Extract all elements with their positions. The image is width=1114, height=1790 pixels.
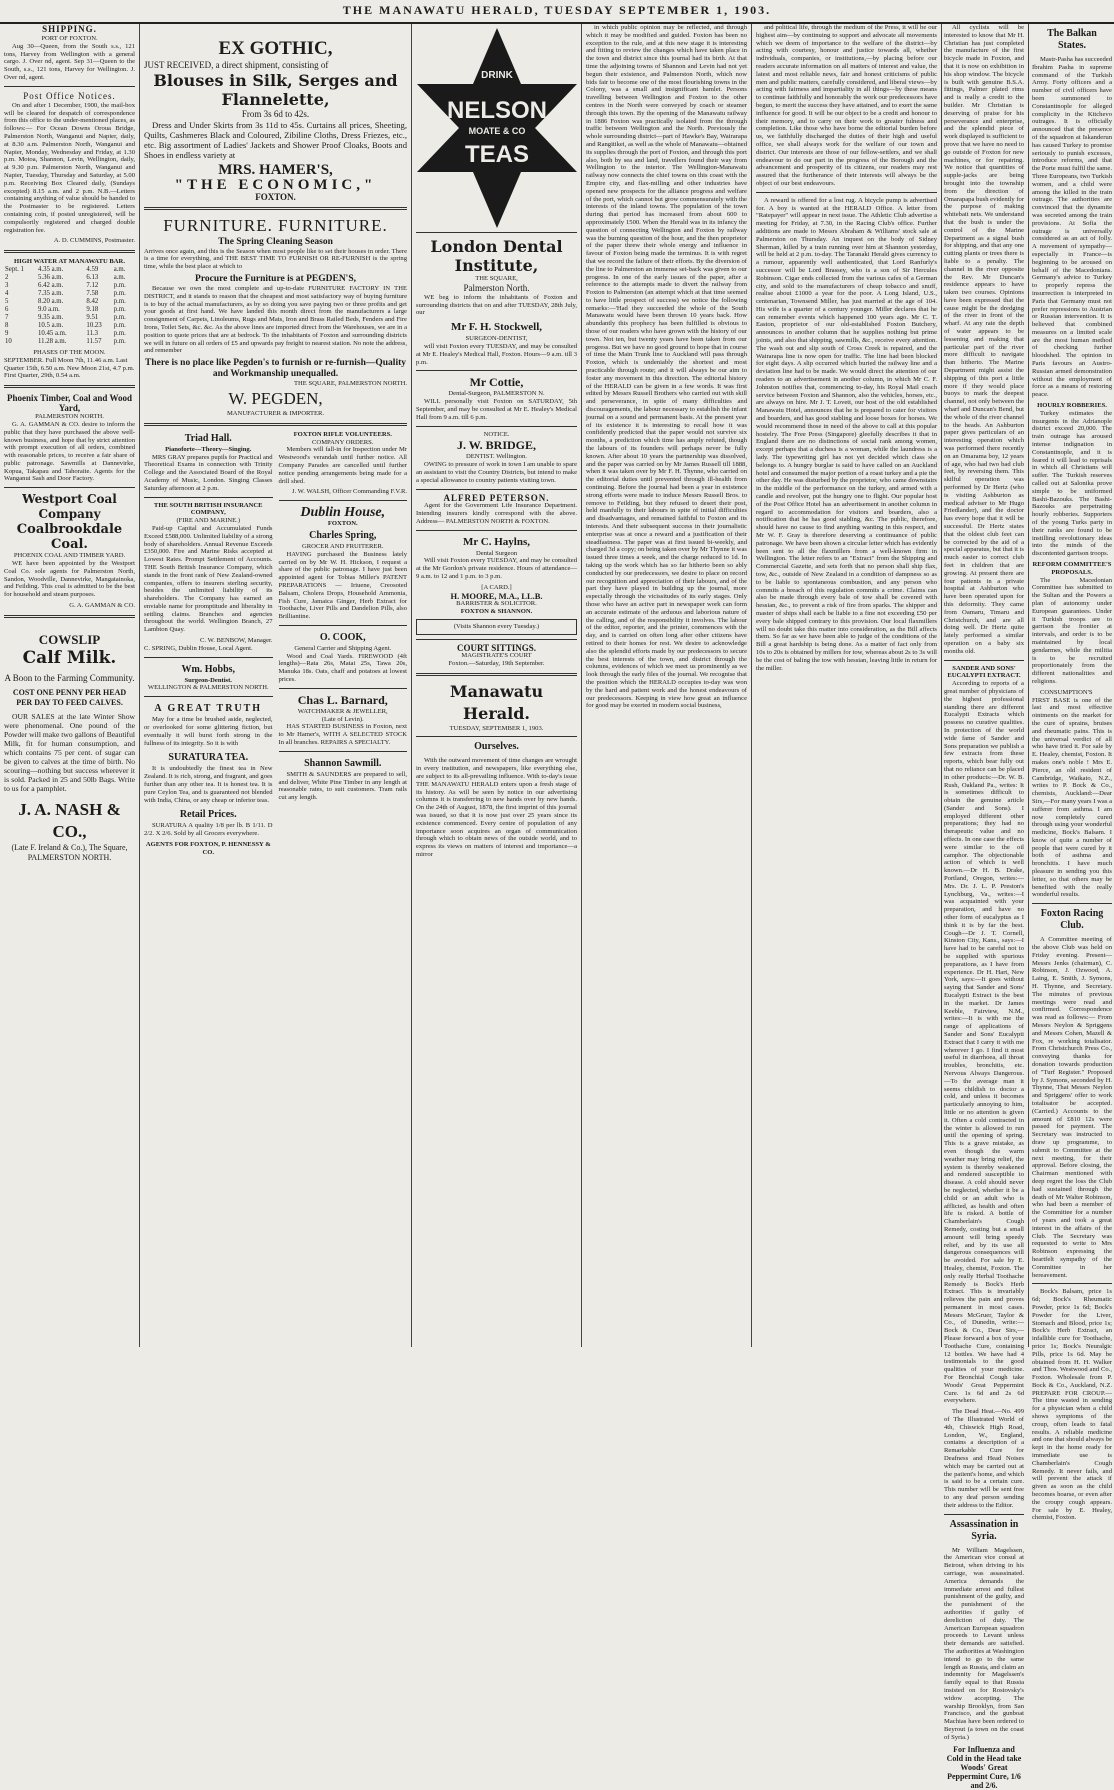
- divider: [4, 487, 135, 488]
- dental-dentist-name: Mr F. H. Stockwell,: [450, 321, 543, 334]
- tide-cell: p.m.: [113, 321, 126, 329]
- divider: [4, 86, 135, 87]
- tide-row: [4, 290, 135, 298]
- hobbs-location: WELLINGTON & PALMERSTON NORTH.: [147, 684, 269, 692]
- shipping-text: Aug 30—Queen, from the South s.s., 121 tons, Harvey from Wellington with a general cargo. J. Over nd, agent. Sep 31—Queen to the South, s.s., 121 tons, Harvey for Wellington. J. Over nd, agent.: [4, 42, 135, 81]
- divider: [144, 423, 407, 426]
- card-label: [A CARD.]: [481, 583, 512, 591]
- tide-cell: 11.57: [86, 337, 102, 345]
- dublin-town: FOXTON.: [327, 520, 358, 528]
- divider: [144, 696, 273, 697]
- court-text: Foxton.—Saturday, 19th September.: [448, 659, 545, 667]
- sanders-title: SANDER AND SONS' EUCALYPTI EXTRACT.: [947, 664, 1021, 680]
- tide-cell: 7.35 a.m.: [37, 289, 64, 297]
- divider: [279, 688, 408, 689]
- bridge-role: DENTIST. Wellington.: [466, 453, 527, 461]
- tide-cell: 6.13: [86, 273, 99, 281]
- cowslip-subtitle: A Boon to the Farming Community.: [4, 672, 135, 683]
- coal-text: WE have been appointed by the Westport Coal Co. sole agents for Palmerston North, Sandon, Woodville, Dannevirke, Mangatainoka, and Feilding. This coal is admitted to be the best for household and steam purposes.: [4, 560, 135, 599]
- tide-cell: 5: [5, 297, 9, 305]
- tide-row: [4, 338, 135, 346]
- tea-maker-text: MOATE & CO: [468, 126, 525, 136]
- haylns-text: Will visit Foxton every TUESDAY, and may be consulted at the Mr Gordon's private residence. Hours of attendance—9 a.m. to 12 and 1 p.m. to 3 p.m.: [416, 557, 577, 580]
- misc-text: CONSUMPTION'S FIRST BASE is one of the last and most effective ointments on the market for the cure of sprains, bruises and rheumatic pains. This is the universal verdict of all who have tried it. For sale by E. Healey, chemist, Foxton. It makes one's noble ! Mrs E. Pierce, an old resident of Cambridge, Waikato, N.Z., writes to P. Bock & Co., chemists, Auckland:—Dear Sirs,—For many years I was a sufferer from asthma. I am now completely cured through using your wonderful medicine, Bock's Balsam. I know of quite a number of people that were cured by it both of asthma and bronchitis. I have much pleasure in sending you this letter, so that others may be benefited with the really wonderful results.: [1032, 688, 1112, 899]
- tide-cell: 8.20 a.m.: [37, 297, 64, 305]
- column-5: [752, 24, 942, 1347]
- court-subtitle: MAGISTRATE'S COURT: [461, 652, 532, 660]
- balkan-text: Mastr-Pasha has succeeded Ibrahim Pasha in supreme command of the Turkish Army. Forty officers and a number of civil officers have been summoned to Constantinople for alleged complicity in the Kitchevo outrages. It is officially announced that the presence of the squadron at Iskanderun has caused Turkey to promise seriously to punish excesses, introduce reforms, and that the Porte must fulfil the same. Three Europeans, two Turkish women, and a child were among the killed in the train outrage. The authorities are convinced that the dynamite was secreted among the train provisions. At Sofia the outrage is universally considered as an act of folly. A movement of sympathy—especially in France—is beginning to be aroused on behalf of the Macedonians. Germany's advice to Turkey to properly repress the insurrection is interpreted in Paris that Germany must not prefer repressions to Austrian or Russian intervention. It is believed that combined measures on a limited scale are the most human method of checking further bloodshed. The opinion in Paris favours an Austro-Russian armed demonstration without the employment of force as a means of restoring peace.: [1032, 56, 1113, 399]
- tide-title: HIGH WATER AT MANAWATU BAR.: [14, 258, 125, 266]
- nash-subtitle: (Late F. Ireland & Co.), The Square, PALMERSTON NORTH.: [11, 842, 128, 862]
- post-office-sign: A. D. CUMMINS, Postmaster.: [53, 237, 135, 245]
- ourselves-title: Ourselves.: [474, 741, 519, 753]
- robbery-text: Turkey estimates the insurgents in the Adrianople district exceed 20,000. The train outrage has aroused intense indignation in Constantinople, and it is feared it will lead to reprisals in which all Christians will suffer. The Turkish reserves called out at Salonika prove simple to be uniformed Bashi-Bazouks. The Bashi-Bazouks are perpetrating hourly robberies. Supporters of the young Turks party in their ranks are found to be instilling revolutionary ideas into the minds of the discontented garrison troops.: [1032, 409, 1112, 558]
- moon-title: PHASES OF THE MOON.: [33, 348, 106, 356]
- tide-cell: 4.59: [86, 265, 99, 273]
- tide-cell: 7.12: [86, 281, 99, 289]
- cook-name: O. COOK,: [319, 631, 366, 643]
- shipping-subtitle: PORT OF FOXTON.: [41, 35, 98, 42]
- column-6-right: [1028, 24, 1113, 1522]
- column-2-lower: [144, 431, 407, 857]
- tide-cell: 9.51: [86, 313, 99, 321]
- timber-subtitle: PALMERSTON NORTH.: [35, 413, 104, 421]
- tide-cell: 10.45 a.m.: [37, 329, 67, 337]
- hamer-title: EX GOTHIC,: [218, 38, 333, 59]
- tide-row: [4, 322, 135, 330]
- tide-cell: Sept. 1: [5, 265, 24, 273]
- hamer-text: Dress and Under Skirts from 3s 11d to 45s. Curtains all prices, Sheeting, Quilts, Cashmeres Black and Coloured, Zibiline Cloths, Dress Friezes, etc., etc. Big assortment of Ladies' Jackets and Shower Proof Cloaks, Boots and Shoes in endless variety at: [144, 120, 407, 160]
- cottie-name: Mr Cottie,: [469, 375, 524, 390]
- local-news-text: A reward is offered for a lost rug. A bicycle pump is advertised for. A boy is wanted at the HERALD Office. A letter from "Ratepayer" will appear in next issue. The Athletic Club advertise a meeting for Friday, at 7.30, in the Racing Club's office. Further additions are made to Messrs Abraham & Williams' stock sale at Palmerston on Thursday. An inquest on the body of Sidney Sherman, killed by a train running over him at Shannon yesterday, will be held at 2 p.m. to-day. The Taranaki Herald gives currency to a rumour, apparently well authenticated, that Lord Ranfurly's successor will be Lord Brassey, who is a son of Sir Hercules Robinson. Cigar ends collected from the various cafes of a German city, and sold to the manufacturers of cheap tobacco and snuff, realise about £1000 a year for the poor. A Long Island, U.S., centenarian, Townsend Miller, has just married at the age of 104. His wife is a quarter of a century younger. Miller declares that he can remember events which happened 100 years ago. Mr C. T. Easton, proprietor of our old-established Foxton Butchery, announces in another column that he supplies nothing but prime joints, and also that shipping, sawmills, &c., receive every attention. The wash out and slip south of Cross Creek is repaired, and the Wairarapa line is now open for traffic. The line had been blocked for eight days. A slip occurred which buried the railway line and a deviation line had to be made. We would direct the attention of our readers to an advertisement in another column, in which Mr C. F. Johnston notifies that, commencing to-day, his Royal Mail coach service between Foxton and Shannon, also the vehicles, horses, etc., are always on hire. Mr J. T. Lovett, our host of the old established Manawatu Hotel, announces that he is prepared to cater for visitors and boarders, and has good stabling and loose boxes for horses. We would recommend those in need of the above to call at this popular hostelry. The Free Press (Singapore) gleefully describes it that in England there are no distinctions of social rank among women, except perhaps that a duchess is a woman, while the laundress is a lady. The typewriting girl has not yet decided which class she belongs to. A hungry burglar is said to have called on an Auckland hotel and consumed the major portion of a roast turkey and a pie the other day. He was disturbed by the proprietor, who came downstairs in the middle of the performance on the turkey, and armed with a candle and revolver, put the hungry one to flight. Our popular host of the Post Office Hotel has an advertisement in another column in regard to accommodation for visitors and boarders, also a notification that he has good stabling, &c. The public, therefore, should have no cause to find anything wanting in this respect, and Mr W. F. Gray is therefore deserving a continuance of public patronage. We have been shown a circular letter which has evidently been sent to all the flaxmillers from a well-known firm in Wellington. The letter refers to an "Extract" from the Shipping and Commercial Gazette, and sets forth that no person shall ship flax, tow, &c., outside of New Zealand in a condition of dampness so as to be liable to spontaneous combustion, and any person who commits a breach of this regulation commits a crime. Claims can also be made through every bale of tow shall be covered with hessian, &c., to prevent a risk of fire from sparks. The shipper and master of ships shall each be liable to a fine not exceeding £50 per every bale shipped contrary to this provision. Our local flaxmillers will no doubt take this matter into consideration, as the Bill affects them. So far as we have been able to judge of the conditions of the Bill a great hardship is being done. As a matter of fact only from 10s to 20s is obtained by millers for tow, whereas about 2s to 3s will be the cost of baling the tow with hessian, leaving little in return for the miller.: [756, 196, 937, 672]
- editorial-continued-text: and political life, through the medium of the Press, it will be our highest aim—by continuing to support and advocate all movements which we deem of importance to the welfare of the district—by acting with courtesy, honour and justice towards all, whether individuals, companies, or institutions,—by placing before our readers accurate information on all matters of interest and value, the latest and most reliable news, fair and honest criticisms of public men and public matters, carefully considered, and liberal views—by acting with fairness and impartiality in all things—by these means to continue faithfully and honorably the work our predecessors have begun, to merit the success they have attained, and to exert the same influence for good. It will be our object to be a credit and honour to their memory, and to carry on their work to greater fulness and completion. Like those who have borne the editorial burden before us, we faithfully discharged the duties of their high and useful office, we shall always work for the welfare of our town and district. Our interests are those of our fellow-settlers, and we shall endeavour to do our part in the progress of the Borough and the advancement and prosperity of its citizens, our readers may rest assured that the furtherance of their interests will always be the object of our best endeavours.: [756, 24, 937, 187]
- moore-name: H. MOORE, M.A., LL.B.: [450, 590, 543, 601]
- sanders-text: According to reports of a great number of physicians of the highest professional standing there are different Eucalypti Extracts which possess no curative qualities. In protection of the world wide fame of Sander and Sons preparation we publish a few extracts from these reports, which bear fully out that no reliance can be placed in other products:—Dr. W. B. Rush, Oakland Pa., writes: It is sometimes difficult to obtain the genuine article (Sander and Sons). I employed different other preparations; they had no therapeutic value and no effects. In one case the effects were similar to the oil camphor. The objectionable action of which is well known.—Dr H. B. Drake, Portland, Oregon, writes:—Mrs. Dr. J. L. P. Preston's Lynchburg, Va., writes:—I was acquainted with your preparation, and have no other form of eucalyptus as I think it is by far the best. Cough—Dr J. T. Cornell, Kinston City, Kans., says:—I have had to be careful not to be supplied with spurious preparations, as I have from experience. Dr H. Hart, New York, says:—It goes without saying that Sander and Sons' Eucalypti Extract is the best in the market. Dr James Keeble, Fairview, N.M., writes:—It is with me the range of applications of Sander and Sons' Eucalypti Extract that I carry it with me wherever I go. I find it most useful in diarrhoea, all throat troubles, bronchitis, etc. Nervous Always Dangerous.—To the average man it seems childish to doctor a cold, and unless it becomes particularly annoying to him, little or no attention is given it. Often a cold contracted in the winter is allowed to run until the opening of spring. This is a grave mistake, as even though the warm weather may bring relief, the system is thereby weakened and rendered susceptible to disease. A cold should never be neglected, whether it be a child or an adult who is afflicted, as health and often life is risked. A bottle of Chamberlain's Cough Remedy, costing but a small amount will bring speedy relief, and by its use all dangerous consequences will be avoided. For sale by E. Healey, chemist, Foxton. The only really Herbal Toothache Remedy is Bock's Herb Extract. This is invariably relieves the pain and proves permanent in most cases. Messrs McGruer, Taylor & Co., of Dunedin, write:—Bock & Co., Dear Sirs,—Please forward a box of your Toothache Cure, containing 12 bottles. We have had 4 testimonials to the good qualities of your medicine. For Bronchial Cough take Woods' Great Peppermint Cure. 1s 6d and 2s 6d everywhere.: [944, 680, 1024, 1405]
- rifle-sign: J. W. WALSH, Officer Commanding F.V.R.: [291, 488, 407, 496]
- tide-row: [4, 298, 135, 306]
- reform-title: REFORM COMMITTEE'S PROPOSALS.: [1032, 561, 1112, 576]
- tide-cell: p.m.: [113, 281, 126, 289]
- peterson-text: Agent for the Government Life Insurance Department. Intending insurers kindly correspond with the above. Address— PALMERSTON NORTH & FOXTON.: [416, 502, 577, 525]
- hamer-lead: JUST RECEIVED, a direct shipment, consisting of: [144, 60, 329, 70]
- tide-row: [4, 306, 135, 314]
- tide-cell: p.m.: [113, 297, 126, 305]
- tide-cell: 9: [5, 329, 9, 337]
- tea-brand-text: NELSON: [446, 97, 547, 124]
- bridge-text: OWING to pressure of work in town I am unable to spare an assistant to visit the Country Districts, but intend to make a special allowance to country patients visiting town.: [416, 461, 577, 484]
- post-office-text: On and after 1 December, 1900, the mail-box will be cleared for despatch of correspondence from this office to the under-mentioned places, as follows:— For Ocean Downs Oroua Bridge, Palmerston North, Wanganui and Napier, daily, at 8.30 a.m. Palmerston North, Wanganui and Napier, Monday, Wednesday and Friday, at 1.30 p.m. Motoa, Shannon, Levin, Wellington, daily, at 9.30 p.m. Palmerston North, Wanganui and Napier, Tuesday, Thursday and Saturday, at 5.00 p.m. Receiving Box Cleared daily, (Sundays excepted) 8.15 a.m. and 2 p.m. N.B.—Letters containing anything of value should be handed to the Postmaster to be registered. Letters containing coin, if posted unregistered, will be compulsorily registered and charged double registration fee.: [4, 101, 135, 234]
- hobbs-role: Surgeon-Dentist.: [184, 676, 232, 684]
- tide-row: [4, 266, 135, 274]
- retail-prices-title: Retail Prices.: [179, 809, 237, 821]
- tide-row: [4, 274, 135, 282]
- barnard-role: WATCHMAKER & JEWELLER,: [297, 707, 388, 715]
- shipping-title: SHIPPING.: [42, 24, 97, 34]
- tide-cell: 3: [5, 281, 9, 289]
- furniture-season: The Spring Cleaning Season: [218, 236, 333, 247]
- tide-cell: p.m.: [113, 305, 126, 313]
- pegden-name: W. PEGDEN,: [228, 388, 323, 408]
- column-6-left: [944, 24, 1025, 1790]
- tide-cell: 9.18: [86, 305, 99, 313]
- racing-text: A Committee meeting of the above Club was held on Friday evening. Present—Messrs Jenks (chairman), C. Robinson, J. Ozwood, A. Laing, E. Smith, J. Symons, H. Thynne, and Secretary. The minutes of previous meetings were read and confirmed. Correspondence was read as follows:— From Messrs Neylon & Spriggens and Messrs Cohen, Mazell & Fox, re working totalisator. From Christchurch Press Co., conveying thanks for donation towards production of "Turf Register." Proposed by J. Symons, seconded by H. Thynne, That Messrs Neylon and Spriggens' offer to work totalisator be accepted. (Carried.) Accounts to the amount of £810 12s were passed for payment. The Secretary was instructed to draw up programme, to submit to Committee at the next meeting, for their approval. Before closing, the Chairman mentioned with deep regret the loss the Club had sustained through the death of Mr Walter Robinson, who had been a member of the Committee for a number of years and took a great interest in the affairs of the Club. The Secretary was requested to write to Mrs Robinson expressing the heartfelt sympathy of the Committee in her bereavement.: [1032, 936, 1112, 1279]
- tide-cell: 7: [5, 313, 9, 321]
- tide-row: [4, 330, 135, 338]
- dental-text: WE beg to inform the inhabitants of Foxton and surrounding districts that on and after TUESDAY, 28th July, our: [416, 293, 577, 317]
- column-2-lower-left: [144, 431, 273, 857]
- dental-dentist-role: SURGEON-DENTIST,: [465, 335, 528, 343]
- column-4: [582, 24, 752, 1347]
- influenza-ad: For Influenza and Cold in the Head take Woods' Great Peppermint Cure, 1/6 and 2/6.: [946, 1744, 1022, 1790]
- tide-cell: 2: [5, 273, 9, 281]
- suratura-text: It is undoubtedly the finest tea in New Zealand. It is rich, strong, and fragrant, and goes further than any other tea. It is honest tea. It is pure Ceylon Tea, and is guaranteed not blended with India, China, or any cheap or inferior teas.: [144, 765, 273, 804]
- pegden-role: MANUFACTURER & IMPORTER.: [226, 409, 325, 417]
- sbi-agent: C. SPRING, Dublin House, Local Agent.: [144, 644, 253, 652]
- dental-text-2: will visit Foxton every TUESDAY, and may be consulted at Mr E. Healey's Medical Hall, Foxton. Hours—9 a.m. till 3 p.m.: [416, 342, 577, 366]
- divider: [416, 370, 577, 371]
- calf-milk-title: Calf Milk.: [22, 647, 117, 668]
- cook-text: Wood and Coal Yards. FIREWOOD (4ft lengths)—Rata 26s, Matai 25s, Tawa 20s, Manuka 18s. Oats, chaff and potatoes at lowest prices.: [278, 652, 407, 684]
- masthead: THE MANAWATU HERALD, TUESDAY SEPTEMBER 1, 1903.: [0, 0, 1114, 24]
- tide-cell: p.m.: [113, 329, 126, 337]
- column-1: [0, 24, 140, 1347]
- tide-cell: 10.23: [86, 321, 102, 329]
- column-3: [412, 24, 582, 1347]
- nelson-tea-logo: [417, 28, 577, 228]
- haylns-name: Mr C. Haylns,: [462, 535, 531, 548]
- coal-subtitle: PHOENIX COAL AND TIMBER YARD.: [13, 552, 126, 560]
- coalbrookdale-title: Coalbrookdale Coal.: [16, 522, 123, 553]
- divider: [1032, 903, 1112, 904]
- divider: [416, 639, 577, 640]
- cowslip-cost: COST ONE PENNY PER HEAD PER DAY TO FEED CALVES.: [12, 687, 127, 707]
- tide-cell: 11.28 a.m.: [37, 337, 67, 345]
- timber-text: G. A. GAMMAN & CO. desire to inform the public that they have purchased the above well-known business, and hope that by strict attention with prompt execution of all orders, combined with reasonable prices, to receive a fair share of public patronage. Sawmills at Dannevirke, Kopua, Takapau and Tahoraite. Agents for the Wanganui Sash and Door Factory.: [4, 420, 135, 483]
- rifle-subtitle: COMPANY ORDERS.: [312, 438, 374, 446]
- divider: [416, 232, 577, 233]
- syria-text: Mr William Magelssen, the American vice consul at Beirout, when driving in his carriage, was assassinated. America demands the immediate arrest and fullest punishment of the guilty, and the punishment of the authorities if guilty of dereliction of duty. The American European squadron proceeds to Levant unless their demands are satisfied. The authorities at Washington intend to go to the same length as Russia, and claim an indemnity for Magelssen's family equal to that Russia insisted on for Rostovsky's widow accepting. The warship Brooklyn, from San Francisco, and the gunboat Machias have been ordered to Beyrout (a town on the coast of Syria.): [944, 1546, 1024, 1741]
- truth-text: May for a time be brushed aside, neglected, or overlooked for some glittering fiction, but eventually it will burst forth strong in the fullness of its integrity. So it is with: [144, 716, 273, 747]
- hamer-heading: Blouses in Silk, Serges and Flannelette,: [153, 71, 398, 109]
- divider: [416, 673, 577, 676]
- tide-cell: a.m.: [113, 273, 126, 281]
- column-2: [140, 24, 412, 1347]
- dublin-title: Dublin House,: [300, 505, 386, 521]
- herald-title: Manawatu Herald.: [449, 681, 544, 723]
- divider: [944, 660, 1024, 661]
- local-notes-text: All cyclists will be interested to know that Mr H. Christian has just completed the manufacture of the first bicycle made in Foxton, and that it is now on exhibition in his shop window. The bicycle is built with genuine B.S.A. fittings, Palmer plated rims and is really a credit to the builder. Mr Christian is deserving of praise for his perseverance and enterprise, and the splendid piece of work displayed is sufficient to prove that we have no need to go outside of Foxton for new machines, or for repairing. We notice that quantities of supple-jacks are being brought into the township from the direction of Omarapapa bush evidently for the purpose of making whitebait nets. We understand that the bush is under the control of the Marine Department as a signal bush for shipping, and that any one cutting plants or trees there is liable to a penalty. The channel in the river opposite the Rev. Mr Duncan's residence appears to have taken two courses. Opinions have been expressed that the cause might be the dredging of the river in front of the wharf. At any rate the depth of water appears to be lessening and making that particular part of the river more difficult to navigate than hitherto. The Marine Department might assist the shipping of this port a little more if they would place buoys to mark the deepest channel, not only between the wharf and Duncan's Bend, but the whole of the river channel to the heads. An Ashburton paper gives particulars of an interesting operation which was performed there recently on an Omarama boy, 12 years of age, who had two bad club feet, by reversing them. This skilful operation was performed by Dr Hertz (who is visiting Ashburton as medical adviser to Mr Hugo Friedlander), and the doctor has every hope that it will be successful. Dr Hertz states that the oldest club feet can be corrected by the aid of a special apparatus, but that it is much easier to correct club feet in children that are growing. At present there are four patients in a private hospital at Ashburton who have been operated upon for this deformity. They came from Oamaru, Timaru and Christchurch, and are all doing well. Dr Hertz quite lately performed a similar operation on a baby six months old.: [944, 24, 1025, 655]
- dublin-name: Charles Spring,: [309, 529, 377, 541]
- sawmill-name: Shannon Sawmill.: [304, 757, 382, 769]
- ourselves-text: With the outward movement of time changes are wrought in every institution, and newspapers, like everything else, are subject to its all-prevailing influence. With to-day's issue THE MANAWATU HERALD enters upon a fresh stage of its history. As will be seen by notice in our advertising columns it is transferring to new hands over by new hands. On the 24th of August, 1878, the first imprint of this journal was issued, so that it is now just over 25 years since its existence commenced. Every centre of population of any importance soon acquires an organ of communication through which to obtain news of the outside world, and to express its views on matters of interest and importance—a mirror: [416, 757, 577, 859]
- coal-sign: G. A. GAMMAN & CO.: [69, 602, 135, 610]
- tide-table: [4, 266, 135, 346]
- cottie-text: WILL personally visit Foxton on SATURDAY, 5th September, and may be consulted at Mr E. Healey's Medical Hall from 9 a.m. till 6 p.m.: [416, 398, 577, 421]
- cowslip-text: OUR SALES at the late Winter Show were phenomenal. One pound of the Powder will make two gallons of Beautiful Milk, fit for human consumption, and which contains 75 per cent. of sugar can be given to calves at the time of birth. No scouring—nothing but success wherever it is sold. Packed in 25 and 50lb Bags. Write to us for a pamphlet.: [4, 711, 135, 793]
- notice-label: NOTICE.: [483, 430, 510, 438]
- tide-cell: 4: [5, 289, 9, 297]
- tea-drink-text: DRINK: [480, 70, 513, 81]
- deafness-text: The Dead Heat.—No. 499 of The Illustrated World of 4th, Chiswick High Road, London, W., England, contains a description of a Remarkable Cure for Deafness and Head Noises which may be carried out at the patient's home, and which is said to be a certain cure. This number will be sent free to any deaf person sending their address to the Editor.: [944, 1408, 1024, 1509]
- tide-cell: p.m.: [113, 313, 126, 321]
- westport-coal-title: Westport Coal Company: [22, 492, 117, 522]
- divider: [279, 500, 408, 501]
- divider: [144, 497, 273, 498]
- triad-text: MRS GRAY prepares pupils for Practical and Theoretical Exams in connection with Trinity College and the Associated Board of the Royal Academy of Music, London. Singing Classes Saturday afternoon at 2 p.m.: [144, 453, 273, 492]
- tide-cell: 6.42 a.m.: [37, 281, 64, 289]
- divider: [756, 192, 937, 193]
- tide-cell: 9.0 a.m.: [37, 305, 60, 313]
- tide-cell: p.m.: [113, 289, 126, 297]
- furniture-text-1: Arrives once again, and this is the Season when most people like to set their houses in order. There is a time for everything, and THE BEST TIME TO FURNISH OR RE-FURNISH is the spring time, while the best place at which to: [144, 247, 407, 271]
- divider: [279, 625, 408, 626]
- moore-location: FOXTON & SHANNON.: [460, 607, 533, 615]
- balkan-title: The Balkan States.: [1047, 28, 1097, 51]
- tide-cell: 8: [5, 321, 9, 329]
- cowslip-title: COWSLIP: [38, 631, 101, 647]
- rifle-title: FOXTON RIFLE VOLUNTEERS.: [293, 430, 392, 438]
- tea-word-text: TEAS: [464, 141, 529, 168]
- cook-role: General Carrier and Shipping Agent.: [294, 644, 392, 652]
- divider: [416, 426, 577, 427]
- tide-cell: 6: [5, 305, 9, 313]
- dublin-text: HAVING purchased the Business lately carried on by Mr W. H. Hickson, I request a share of the public patronage. I have just been appointed agent for Tobias Miller's PATENT PREPARATIONS — Iriuene, Creosoted Balsam, Cholera Drops, Household Ammonia, Fish Cure, Jamaica Ginger, Herb Extract for Toothache, Liver Pills and Dandelion Pills, also Brilliantine.: [278, 550, 407, 621]
- furniture-procure: Procure the Furniture is at PEGDEN'S,: [195, 273, 356, 284]
- hamer-from: From 3s 6d to 42s.: [241, 109, 310, 119]
- divider: [144, 657, 273, 658]
- editorial-text: in which public opinion may be reflected, and through which it may be modified and guided. Foxton has been no exception to the rule, and at this new stage it is interesting and fitting to review the changes which have taken place in the town and district since this journal had its birth. At that time the adjoining towns of Shannon and Levin had not yet begun their existence, and Palmerston North, which now bids fair to become one of the most flourishing towns in the Colony, was a small and insignificant hamlet. Persons travelling between Wellington and Foxton to the other centres in the North were conveyed by coach or steamer through this town. By the opening of the Manawatu railway in 1886 Foxton was practically isolated from the through traffic between Wellington and the North. Previously the whole surrounding district—part of Hawke's Bay, Wairarapa and Rangitikei, as well as the whole of Manawatu—obtained its supplies through the port of Foxton, and through this port also, both by sea and land, travellers found their way from Wellington to the interior. The Wellington-Manawatu railway now connects the chief towns on this coast with the Empire city, and flax-milling and other industries have opened new prospects for the alliance progress and welfare of the port, which cannot but grow commensurately with the interests of the inland towns. The population of the town during that period has increased from about 600 to approximately 1500. When the Herald was in its infancy the question of connecting Wellington and Foxton by railway was the burning question of the hour, and the then proprietor of the paper threw their whole energy and influence in favour of Foxton being made the terminus. It is with regret that we record the failure of their efforts. By the diversion of the line to Palmerston an immense set-back was given to our progress. In one of the early issues of the paper, after a reference to the attempts made to divert the railway from Foxton to Palmerston (an attempt which at that time seemed to have little prospect of success) we notice the following remarks:—'Had they succeeded the whole of the South Manawatu would have been thrown 10 years back. How abundantly this prophecy has been fulfilled is obvious to those of our readers who have grown with the history of our town. Not ten, but twenty years have been taken from our progress. But we have no good ground to hope that in course of time the Main Trunk line to Auckland will pass through Foxton, which is undeniably the shortest and most practicable through route; and it will always be our aim to foster any movement in this direction. The editorial history of the HERALD can be given in a few words. It was first edited by Messrs Russell Brothers who carried out with skill and perseverance, in spite of many difficulties and discouragements, the labour necessary to establish the infant journal on a sound and permanent basis. At the present year of its existence it is interesting to recall how it was confidently predicted that the paper would not survive six months, a prediction which time has amply refuted, though the labours of its founders will perhaps never be fully known. After about 10 years the partnership was dissolved, and the paper was carried on by Mr James Russell till 1888, when it was taken over by Mr F. H. Thynne, who carried on the editorial duties until prevented through ill-health from continuing. Before the journal had been a year in existence strong efforts were made to induce Messrs Russell Bros. to remove to Feilding, but they refused to desert their post, held manfully to their labours in spite of initial difficulties and disadvantages, and remained faithful to Foxton and its interests. And their subsequent success in their journalistic enterprise was at once a reward and a justification of their steadfastness. The paper was at first issued bi-weekly, and charged 3d a copy; on being taken over by Mr Thynne it was issued three times a week, and the charge reduced to 1d. In taking up the work which has so far hitherto been so ably conducted by our predecessors, we desire to place on record our recognition and appreciation of their labours, and of the part they have played in building up the journal, more especially through the vicissitudes of its early stages. Only those who have an active part in newspaper work can form an accurate estimate of the arduous and laborious nature of the calling, and of the responsibility it involves. The labour of the editor, reporter, and the printer, commences with the day, and is carried on often long after other citizens have retired to their homes for rest. We desire to acknowledge also the splendid efforts made by our predecessors to secure the best interests of the town, and district through the columns, evidences of which we meet us prominently as we look through the early files of the journal. We recognise that the position which the HERALD occupies to-day was won by the hard and patient work and the honest endeavours of our predecessors. Keeping in view how great an influence for good may be exerted in modern social business,: [586, 24, 747, 710]
- triad-title: Triad Hall.: [184, 432, 232, 444]
- sbi-text: Paid-up Capital and Accumulated Funds Exceed £588,000. Unlimited liability of a strong body of shareholders. Annual Revenue Exceeds £350,000. Fire and Marine Risks accepted at Lowest Rates. Prompt Settlement of Accounts. THE South British Insurance Company, which stands in the front rank of New Zealand-owned companies, offers to insurers sterling security, besides the unlimited liability of its shareholders. The Company has earned an enviable name for promptitude and liberality in settling claims. Branches and agencies throughout the world. Wellington Branch, 27 Lambton Quay.: [144, 524, 273, 634]
- divider: [4, 615, 135, 618]
- nash-title: J. A. NASH & CO.,: [18, 799, 121, 841]
- column-2-lower-right: [279, 431, 408, 857]
- reform-text: The Macedonian Committee has submitted to the Sultan and the Powers a plan of autonomy under European guarantees. Under it Turkish troops are to garrison the frontier at intervals, and order is to be maintained by local gendarmes, while the militia is to be recruited proportionately from the different nationalities and religions.: [1032, 576, 1112, 685]
- robbery-title: HOURLY ROBBERIES.: [1037, 402, 1107, 410]
- furniture-title: FURNITURE. FURNITURE.: [163, 215, 388, 235]
- retail-prices-agents: AGENTS FOR FOXTON, P. HENNESSY & CO.: [145, 841, 271, 856]
- dental-title: London Dental Institute,: [430, 237, 563, 275]
- tide-cell: 11.3: [86, 329, 99, 337]
- dublin-role: GROCER AND FRUITERER.: [301, 542, 384, 550]
- furniture-slogan: There is no place like Pegden's to furnish or re-furnish—Quality and Workmanship unequalled.: [145, 358, 406, 380]
- dental-town: Palmerston North.: [463, 282, 530, 293]
- divider: [1032, 1283, 1112, 1284]
- divider: [416, 489, 577, 490]
- hamer-town: FOXTON.: [255, 192, 296, 202]
- bridge-name: J. W. BRIDGE,: [456, 438, 537, 453]
- tide-cell: a.m.: [113, 265, 126, 273]
- hobbs-name: Wm. Hobbs,: [181, 663, 236, 675]
- divider: [416, 530, 577, 531]
- barnard-text: HAS STARTED BUSINESS in Foxton, next to Mr Hamer's, WITH A SELECTED STOCK In all branches. REPAIRS A SPECIALTY.: [278, 723, 407, 747]
- tide-cell: 4.35 a.m.: [37, 265, 64, 273]
- tide-row: [4, 282, 135, 290]
- haylns-role: Dental Surgeon: [475, 549, 518, 557]
- sbi-title: THE SOUTH BRITISH INSURANCE COMPANY,: [153, 501, 263, 517]
- sawmill-text: SMITH & SAUNDERS are prepared to sell, and deliver, White Pine Timber in any length at reasonable rates, to suit customers. Tram rails cut any length.: [278, 770, 407, 802]
- divider: [4, 250, 135, 253]
- sbi-sign: C. W. BENBOW, Manager.: [200, 637, 273, 645]
- ads-text: Bock's Balsam, price 1s 6d; Bock's Rheumatic Powder, price 1s 6d; Bock's Powder for the Liver, Stomach and Blood, price 1s; Bock's Herb Extract, an infallible cure for Toothache, price 1s; Bock's Neuralgic Pills, price 1s 6d. May be obtained from H. H. Walker and Thos. Westwood and Co., Foxton. Wholesale from P. Bock & Co., Auckland, N.Z. PREPARE FOR CROUP.—The time wasted in sending for a physician when a child shows symptoms of the croup, often leads to fatal results. A reliable medicine and one that should always be kept in the home ready for immediate use is Chamberlain's Cough Remedy. It never fails, and will prevent the attack if given as soon as the child becomes hoarse, or even after the croupy cough appears. For sale by E. Healey, chemist, Foxton.: [1032, 1288, 1112, 1522]
- moore-role: BARRISTER & SOLICITOR.: [456, 600, 537, 608]
- cottie-role: Dental-Surgeon, PALMERSTON N.: [448, 390, 545, 398]
- tide-cell: 10: [5, 337, 12, 345]
- tide-cell: 8.42: [86, 297, 99, 305]
- divider: [944, 1514, 1024, 1515]
- divider: [416, 736, 577, 737]
- tide-cell: 10.5 a.m.: [37, 321, 64, 329]
- truth-title: A GREAT TRUTH: [154, 703, 263, 715]
- moon-text: SEPTEMBER. Full Moon 7th, 11.46 a.m. Last Quarter 15th, 6.50 a.m. New Moon 21st, 4.7 p.m. First Quarter, 29th, 0.54 a.m.: [4, 356, 135, 380]
- dental-square: THE SQUARE,: [475, 275, 518, 282]
- suratura-title: SURATURA TEA.: [168, 752, 249, 764]
- herald-date: TUESDAY, SEPTEMBER 1, 1903.: [449, 724, 544, 732]
- racing-title: Foxton Racing Club.: [1040, 908, 1104, 932]
- tide-cell: 5.36 a.m.: [37, 273, 64, 281]
- divider: [144, 207, 407, 210]
- barnard-name: Chas L. Barnard,: [297, 692, 388, 707]
- peterson-name: ALFRED PETERSON.: [443, 492, 550, 503]
- hamer-shop: "THE ECONOMIC,": [174, 177, 377, 193]
- tide-cell: p.m.: [113, 337, 126, 345]
- column-6: [942, 24, 1114, 1790]
- timber-title: Phoenix Timber, Coal and Wood Yard,: [7, 393, 132, 414]
- divider: [4, 385, 135, 388]
- court-title: COURT SITTINGS.: [456, 642, 537, 653]
- moore-note: (Visits Shannon every Tuesday.): [416, 619, 577, 635]
- furniture-text-2: Because we own the most complete and up-to-date FURNITURE FACTORY IN THE DISTRICT, and it stands to reason that the cheapest and most satisfactory way of buying furniture is to buy of the actual manufacturers, as by so doing you save paying two or three profits and get your goods at first hand. We have landed this month direct from the manufacturers a large consignment of Carpets, Linoleums, Rugs and Mats, Iron and Brass Railed Beds, Fenders and Fire Irons, Toilet Sets, &c. &c. As the above lines are imported direct from the Warehouses, we are in a position to quote prices that are at bedrock. To the inhabitants of Foxton and surrounding districts we will in future on all orders of £5 and upwards pay freight to nearest station. No note the address, and remember: [144, 284, 407, 355]
- syria-title: Assassination in Syria.: [949, 1518, 1019, 1542]
- divider: [279, 751, 408, 752]
- barnard-late: (Late of Levin).: [321, 715, 364, 723]
- pegden-address: THE SQUARE, PALMERSTON NORTH.: [294, 380, 407, 388]
- tide-row: [4, 314, 135, 322]
- tide-cell: 7.58: [86, 289, 99, 297]
- retail-prices-text: SURATURA A quality 1/8 per lb. B 1/11. D 2/2. X 2/6. Sold by all Grocers everywhere.: [144, 822, 273, 838]
- hamer-name: MRS. HAMER'S,: [218, 162, 333, 178]
- sbi-subtitle: (FIRE AND MARINE.): [176, 517, 241, 525]
- triad-subtitle: Pianoforte—Theory—Singing.: [165, 445, 252, 453]
- post-office-title: Post Office Notices.: [23, 90, 116, 101]
- rifle-text: Members will fall-in for Inspection under Mr Westwood's verandah until further notice. All Company Parades are cancelled until further notice pending arrangements being made for a drill shed.: [278, 446, 407, 485]
- tide-cell: 9.35 a.m.: [37, 313, 64, 321]
